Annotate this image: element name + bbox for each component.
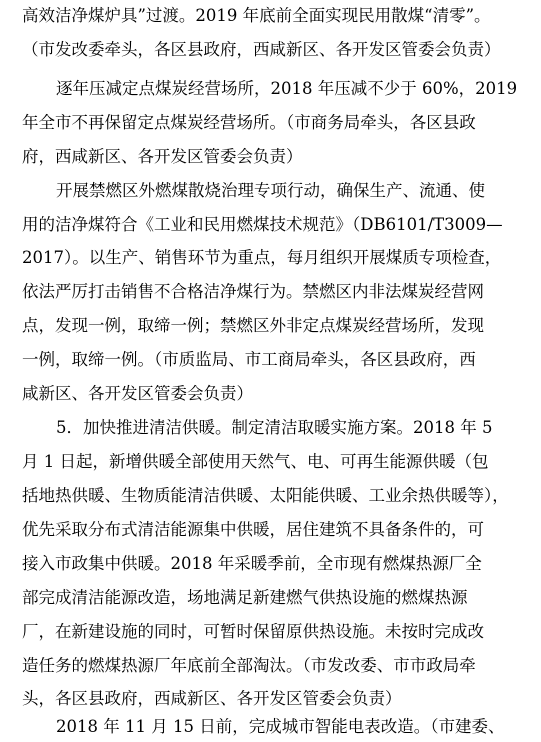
text-line: 用的洁净煤符合《工业和民用燃煤技术规范》（DB6101/T3009— bbox=[22, 215, 503, 234]
section-heading-line: 5．加快推进清洁供暖。制定清洁取暖实施方案。2018 年 5 bbox=[56, 418, 493, 437]
text-line: 咸新区、各开发区管委会负责） bbox=[22, 384, 253, 403]
text-line: 府，西咸新区、各开发区管委会负责） bbox=[22, 147, 303, 166]
text-line: 接入市政集中供暖。2018 年采暖季前，全市现有燃煤热源厂全 bbox=[22, 554, 482, 573]
text-line: 厂，在新建设施的同时，可暂时保留原供热设施。未按时完成改 bbox=[22, 622, 484, 641]
text-line: 高效洁净煤炉具”过渡。2019 年底前全面实现民用散煤“清零”。 bbox=[22, 6, 491, 25]
paragraph-first-line: 2018 年 11 月 15 日前，完成城市智能电表改造。（市建委、 bbox=[56, 717, 505, 736]
text-line: 优先采取分布式清洁能源集中供暖，居住建筑不具备条件的，可 bbox=[22, 520, 484, 539]
text-line: 括地热供暖、生物质能清洁供暖、太阳能供暖、工业余热供暖等）， bbox=[22, 486, 509, 505]
text-line: 依法严厉打击销售不合格洁净煤行为。禁燃区内非法煤炭经营网 bbox=[22, 282, 484, 301]
text-line: 一例，取缔一例。（市质监局、市工商局牵头，各区县政府，西 bbox=[22, 350, 476, 369]
text-line: 点，发现一例，取缔一例；禁燃区外非定点煤炭经营场所，发现 bbox=[22, 316, 484, 335]
text-line: 2017）。以生产、销售环节为重点，每月组织开展煤质专项检查， bbox=[22, 248, 502, 267]
text-line: （市发改委牵头，各区县政府，西咸新区、各开发区管委会负责） bbox=[22, 40, 501, 59]
text-line: 年全市不再保留定点煤炭经营场所。（市商务局牵头，各区县政 bbox=[22, 113, 476, 132]
text-line: 月 1 日起，新增供暖全部使用天然气、电、可再生能源供暖（包 bbox=[22, 452, 489, 471]
paragraph-first-line: 逐年压减定点煤炭经营场所，2018 年压减不少于 60%，2019 bbox=[56, 79, 518, 98]
text-line: 头，各区县政府，西咸新区、各开发区管委会负责） bbox=[22, 689, 402, 708]
paragraph-first-line: 开展禁燃区外燃煤散烧治理专项行动，确保生产、流通、使 bbox=[56, 181, 485, 200]
text-line: 造任务的燃煤热源厂年底前全部淘汰。（市发改委、市市政局牵 bbox=[22, 656, 476, 675]
text-line: 部完成清洁能源改造，场地满足新建燃气供热设施的燃煤热源 bbox=[22, 588, 468, 607]
